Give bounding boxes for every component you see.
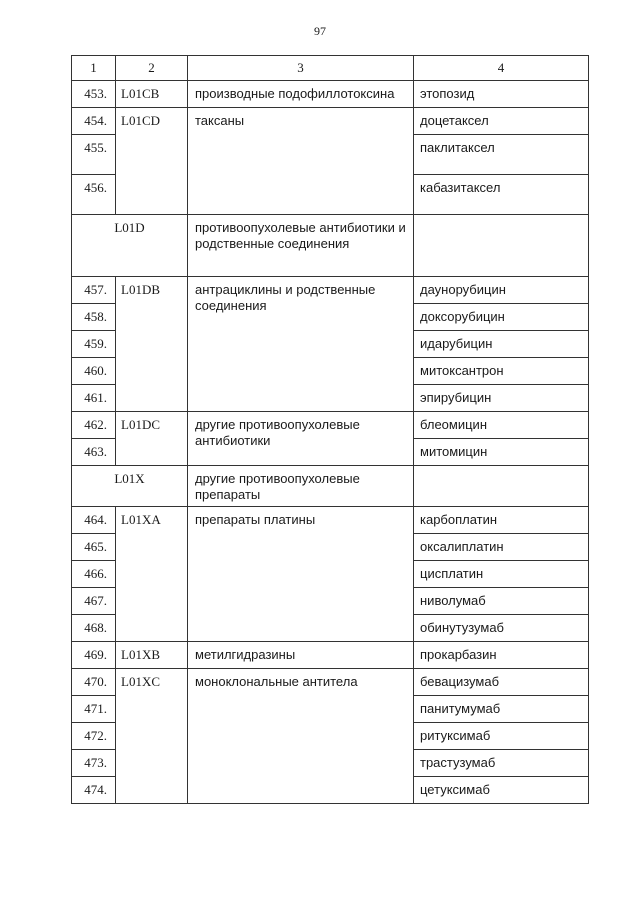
row-number: 474. [72,777,116,804]
atc-code: L01DC [116,412,188,466]
drug-name: митоксантрон [414,358,589,385]
drug-name: доцетаксел [414,108,589,135]
drug-name: идарубицин [414,331,589,358]
row-number: 469. [72,642,116,669]
atc-group-name: таксаны [188,108,414,215]
atc-group-code: L01X [72,466,188,507]
empty-cell [414,466,589,507]
drug-name: трастузумаб [414,750,589,777]
row-number: 463. [72,439,116,466]
row-number: 467. [72,588,116,615]
row-number: 455. [72,135,116,175]
atc-group-name: антрациклины и родственные соединения [188,277,414,412]
row-number: 459. [72,331,116,358]
row-number: 454. [72,108,116,135]
row-number: 464. [72,507,116,534]
table-row [72,507,589,534]
atc-group-name: производные подофиллотоксина [188,81,414,108]
drug-name: ниволумаб [414,588,589,615]
row-number: 460. [72,358,116,385]
header-col-2: 2 [116,56,188,81]
drug-name: митомицин [414,439,589,466]
row-number: 473. [72,750,116,777]
atc-code: L01XA [116,507,188,642]
drug-name: блеомицин [414,412,589,439]
row-number: 462. [72,412,116,439]
drug-name: панитумумаб [414,696,589,723]
row-number: 461. [72,385,116,412]
atc-group-name: моноклональные антитела [188,669,414,804]
drug-name: паклитаксел [414,135,589,175]
row-number: 471. [72,696,116,723]
table-header-row [72,56,589,81]
row-number: 465. [72,534,116,561]
drug-name: эпирубицин [414,385,589,412]
atc-code: L01CD [116,108,188,215]
drug-name: даунорубицин [414,277,589,304]
row-number: 470. [72,669,116,696]
row-number: 472. [72,723,116,750]
table-row [72,81,589,108]
atc-code: L01DB [116,277,188,412]
atc-code: L01CB [116,81,188,108]
table-row [72,412,589,439]
header-col-3: 3 [188,56,414,81]
atc-group-code: L01D [72,215,188,277]
table-row [72,108,589,135]
row-number: 458. [72,304,116,331]
atc-group-name: другие противоопухолевые антибиотики [188,412,414,466]
atc-code: L01XB [116,642,188,669]
row-number: 453. [72,81,116,108]
atc-group-name: препараты платины [188,507,414,642]
atc-code: L01XC [116,669,188,804]
atc-group-name: противоопухолевые антибиотики и родственные соединения [188,215,414,277]
group-heading-row [72,466,589,507]
drug-name: цетуксимаб [414,777,589,804]
header-col-4: 4 [414,56,589,81]
atc-group-name: другие противоопухолевые препараты [188,466,414,507]
row-number: 468. [72,615,116,642]
table-row [72,642,589,669]
drug-registry-table [71,55,589,804]
row-number: 457. [72,277,116,304]
table-row [72,669,589,696]
drug-name: цисплатин [414,561,589,588]
row-number: 466. [72,561,116,588]
drug-name: прокарбазин [414,642,589,669]
drug-name: доксорубицин [414,304,589,331]
group-heading-row [72,215,589,277]
header-col-1: 1 [72,56,116,81]
drug-name: кабазитаксел [414,175,589,215]
drug-name: обинутузумаб [414,615,589,642]
drug-name: этопозид [414,81,589,108]
drug-name: бевацизумаб [414,669,589,696]
empty-cell [414,215,589,277]
drug-name: ритуксимаб [414,723,589,750]
drug-name: карбоплатин [414,507,589,534]
page-number: 97 [314,24,326,38]
atc-group-name: метилгидразины [188,642,414,669]
table-row [72,277,589,304]
row-number: 456. [72,175,116,215]
drug-name: оксалиплатин [414,534,589,561]
